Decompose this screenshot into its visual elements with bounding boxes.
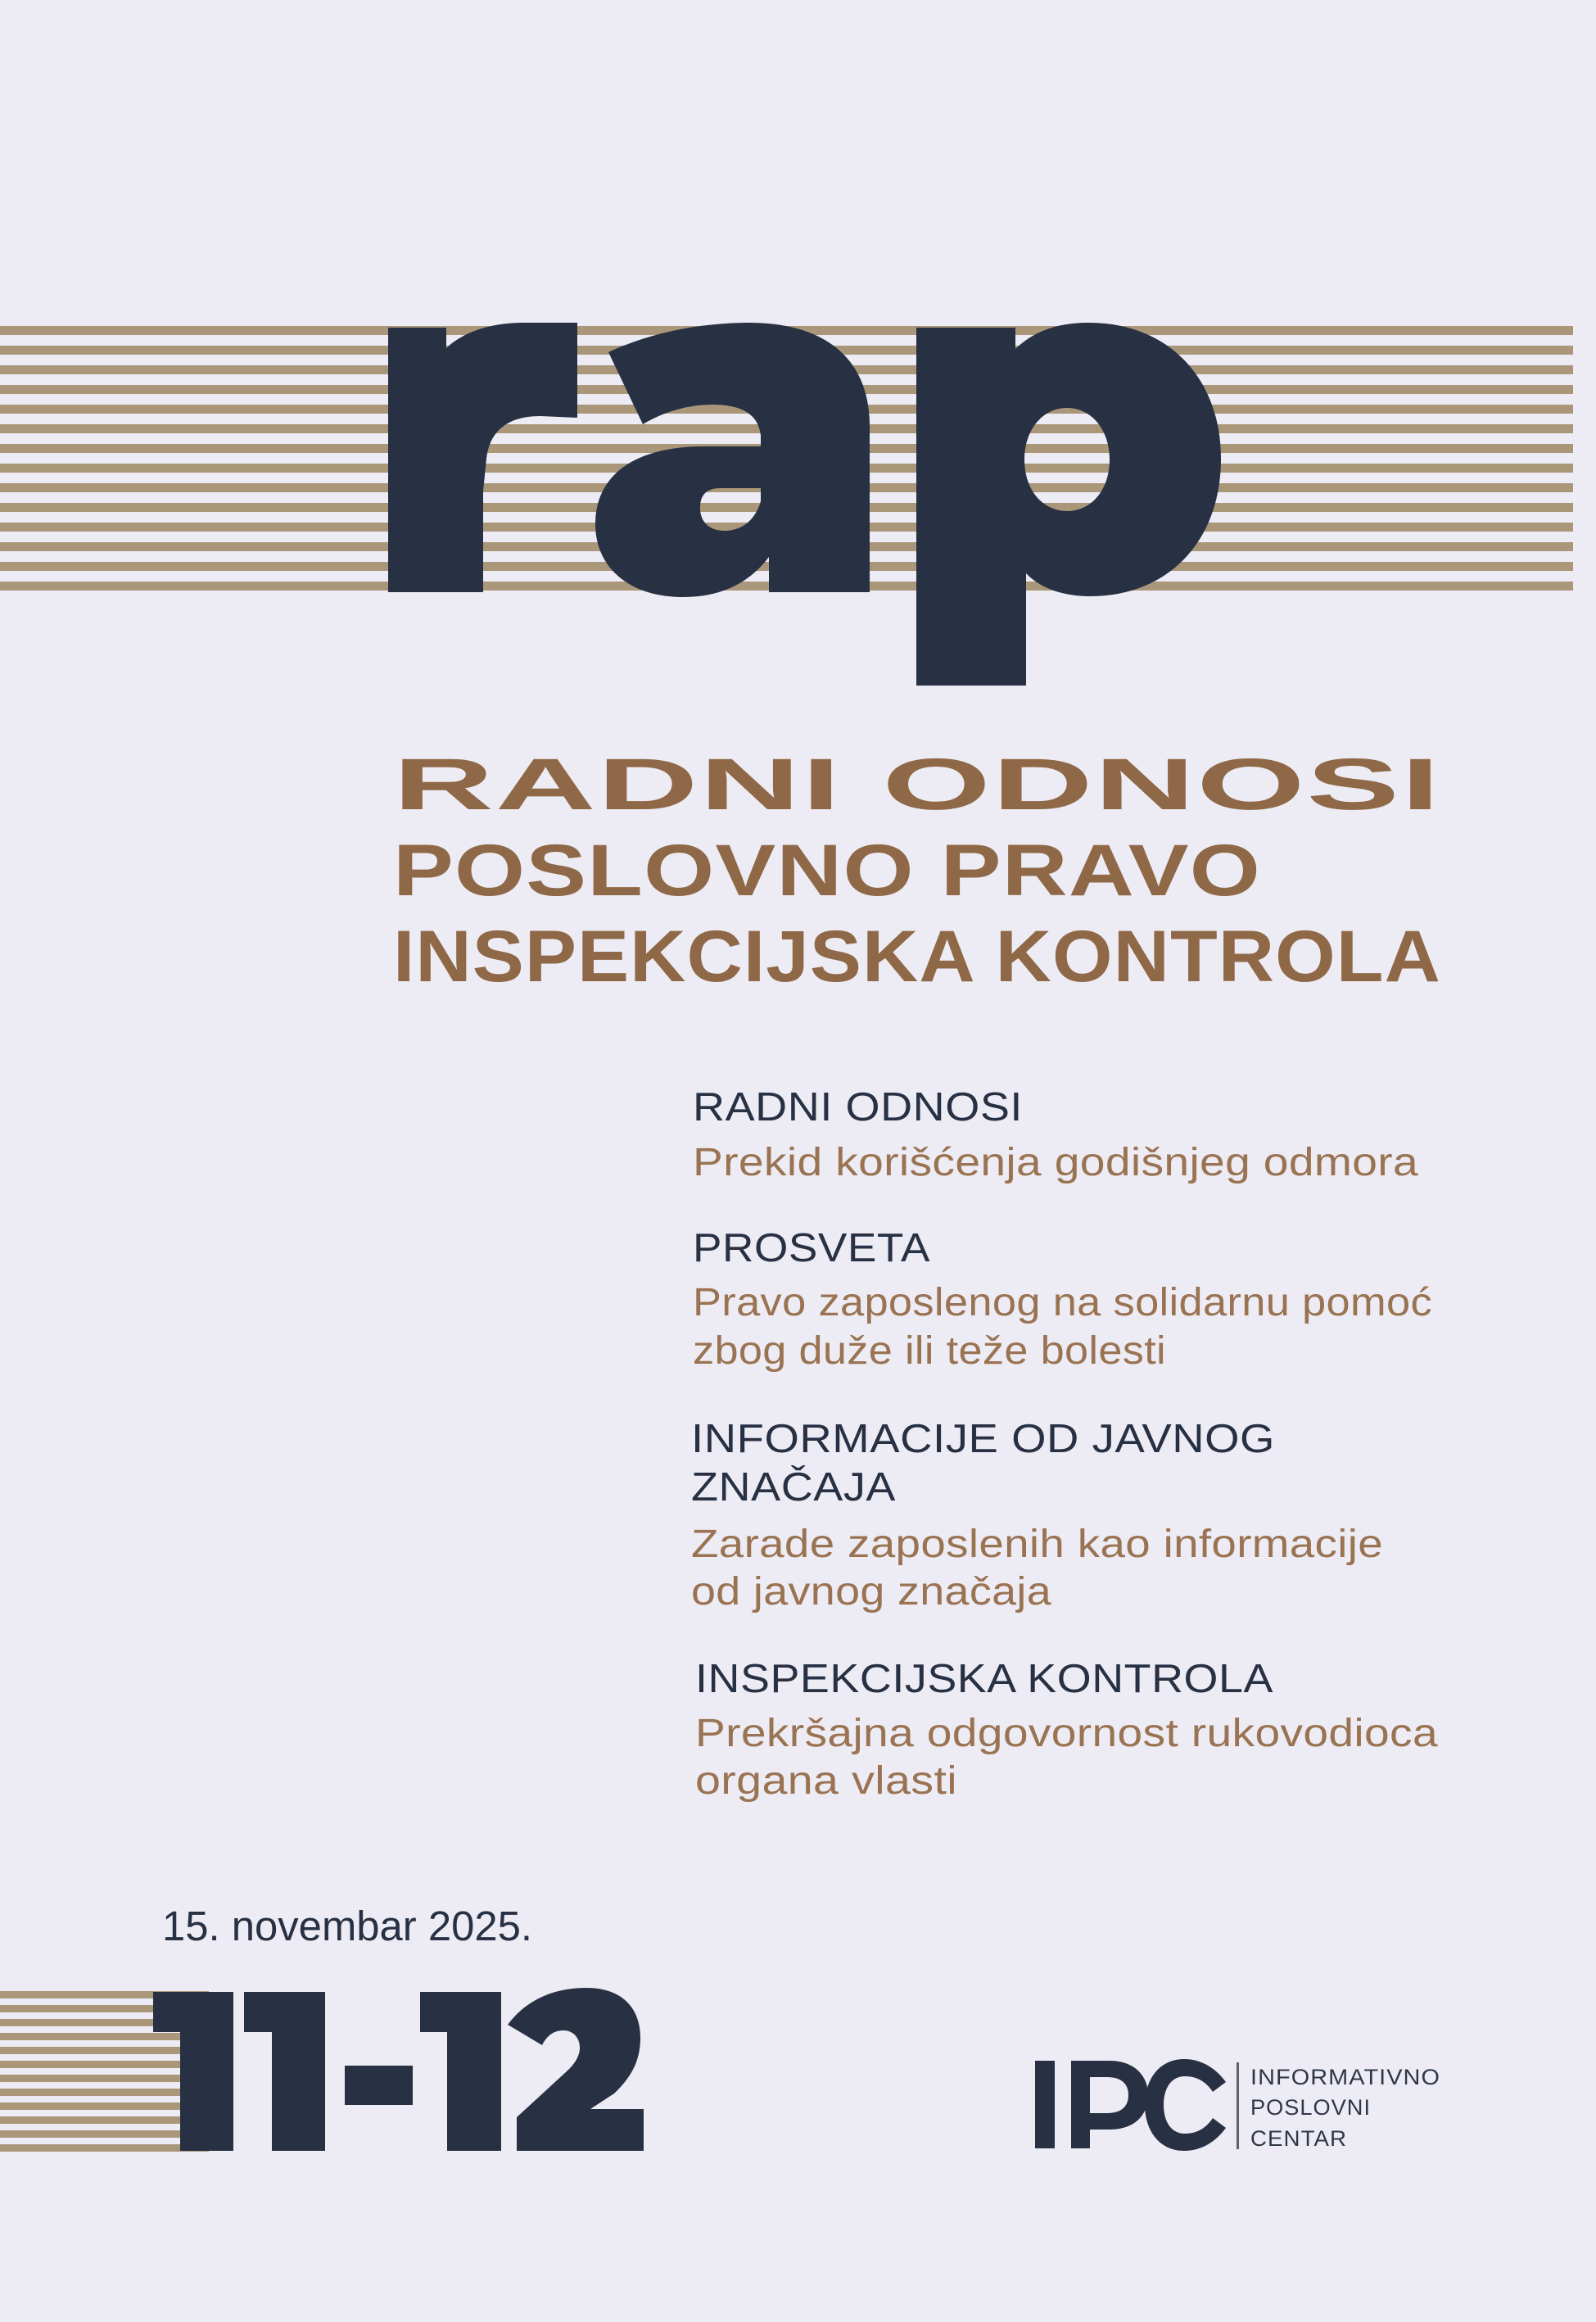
- section-subtitle: Prekršajna odgovornost rukovodioca: [695, 1712, 1438, 1755]
- publisher-letter-i: [1035, 2061, 1055, 2148]
- issue-hyphen: [345, 2066, 413, 2105]
- section-subtitle: Prekid korišćenja godišnjeg odmora: [693, 1141, 1418, 1184]
- issue-date: 15. novembar 2025.: [162, 1903, 532, 1949]
- logo-letter-a: [595, 323, 870, 597]
- issue-digit-1c: [420, 1992, 501, 2151]
- section-heading: INSPEKCIJSKA KONTROLA: [695, 1657, 1273, 1701]
- publisher-divider: [1237, 2062, 1239, 2149]
- publisher-name-line: CENTAR: [1250, 2126, 1347, 2151]
- publisher-letter-c: [1145, 2059, 1226, 2151]
- headline-line-2: POSLOVNO PRAVO: [393, 829, 1261, 911]
- logo-letter-r: [388, 323, 577, 592]
- headline-line-1: RADNI ODNOSI: [393, 743, 1441, 825]
- cover-headline: [393, 741, 1441, 999]
- section-heading: INFORMACIJE OD JAVNOG: [691, 1417, 1275, 1461]
- publisher-letter-p: [1071, 2061, 1148, 2148]
- section-subtitle: Pravo zaposlenog na solidarnu pomoć: [693, 1281, 1432, 1324]
- publisher-name-line: POSLOVNI: [1250, 2095, 1371, 2120]
- publisher-name-line: INFORMATIVNO: [1250, 2065, 1440, 2089]
- section-subtitle: organa vlasti: [695, 1759, 957, 1803]
- section-heading: RADNI ODNOSI: [693, 1085, 1023, 1129]
- issue-digit-1a: [153, 1992, 233, 2151]
- section-subtitle: Zarade zaposlenih kao informacije: [691, 1523, 1383, 1566]
- headline-line-3: INSPEKCIJSKA KONTROLA: [393, 915, 1441, 997]
- issue-digit-1b: [244, 1992, 325, 2151]
- logo-letter-p: [916, 323, 1221, 686]
- section-heading: PROSVETA: [693, 1226, 930, 1270]
- section-subtitle: zbog duže ili teže bolesti: [693, 1329, 1166, 1373]
- section-heading: ZNAČAJA: [691, 1465, 896, 1510]
- issue-digit-2: [508, 1988, 644, 2151]
- section-subtitle: od javnog značaja: [691, 1570, 1051, 1614]
